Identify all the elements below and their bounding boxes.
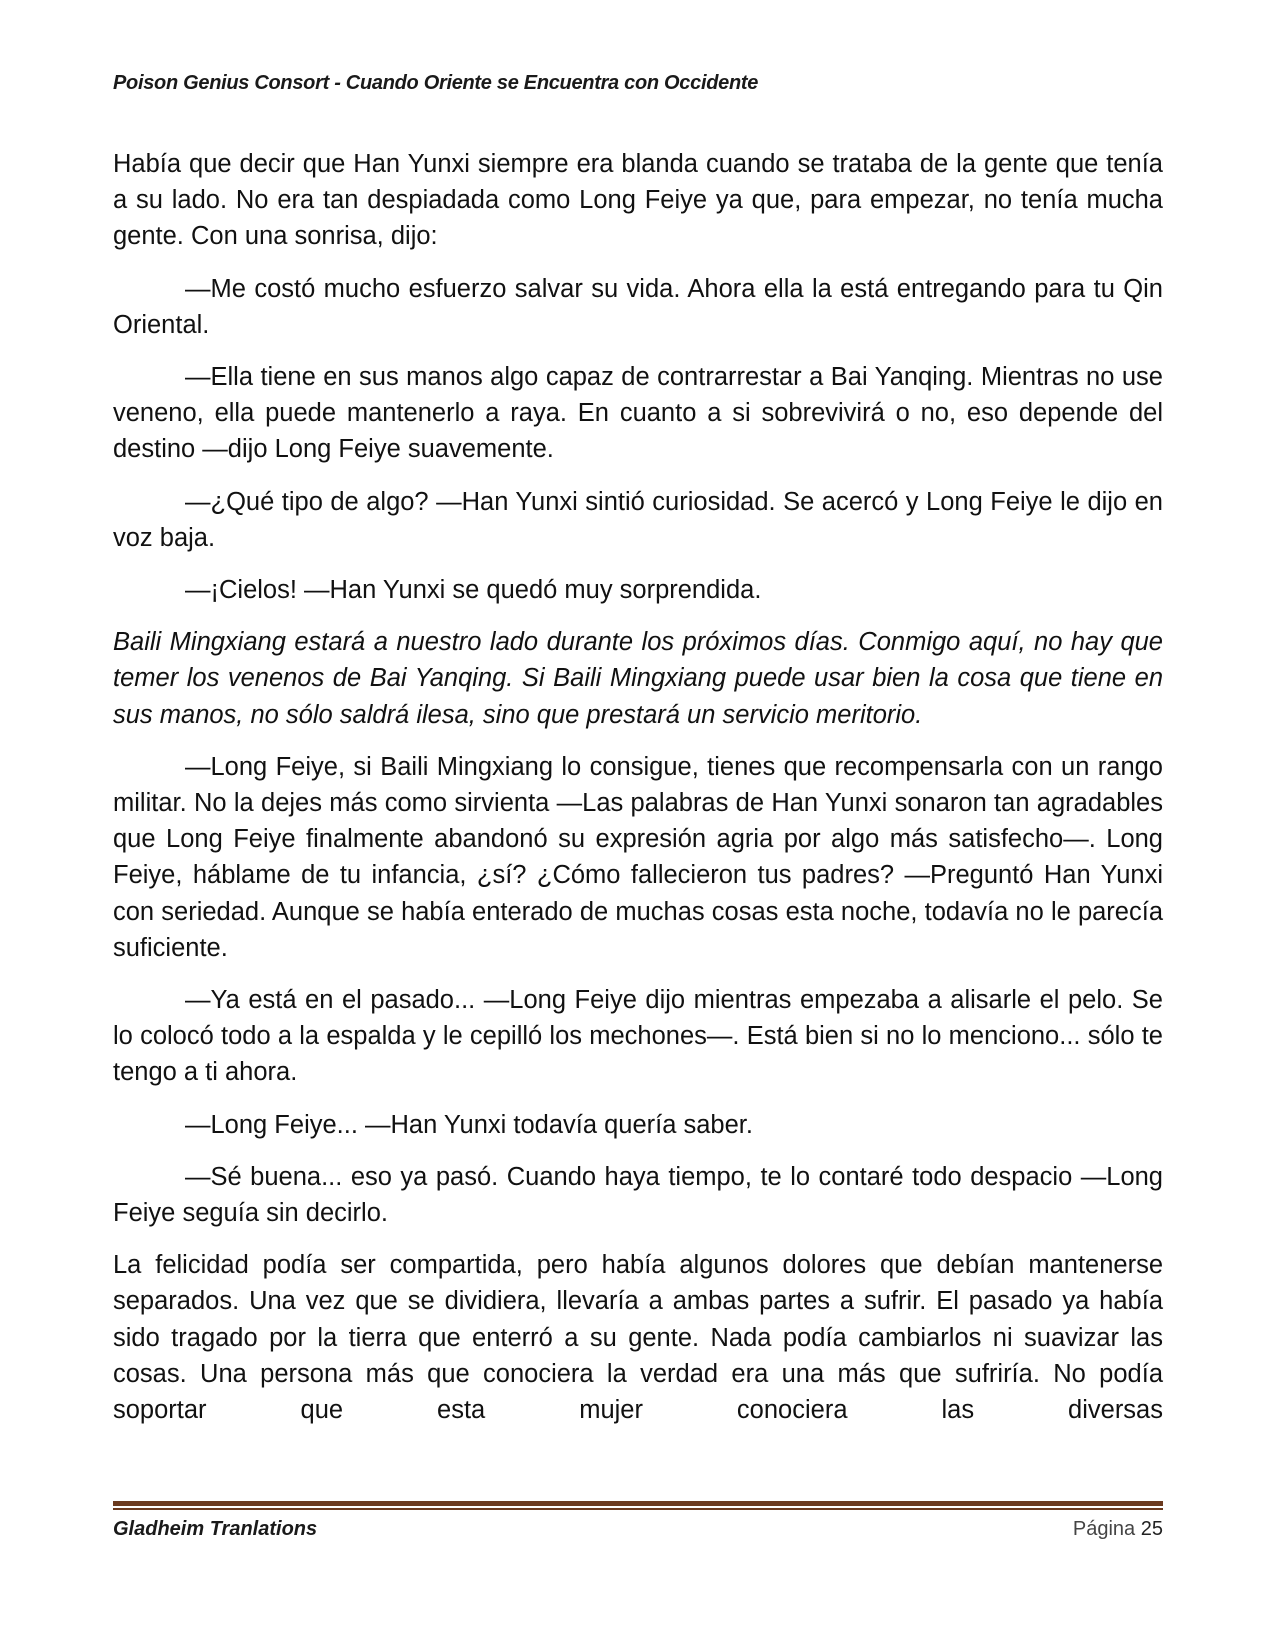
italic-thought-paragraph: Baili Mingxiang estará a nuestro lado durante los próximos días. Conmigo aquí, no hay que temer los venenos de Bai Yanqing. Si Baili Mingxiang puede usar bien la cosa que tiene en sus manos, no sólo saldrá ilesa, sino que prestará un servicio meritorio. xyxy=(113,628,1163,729)
paragraph: Había que decir que Han Yunxi siempre era blanda cuando se trataba de la gente que tenía a su lado. No era tan despiadada como Long Feiye ya que, para empezar, no tenía mucha gente. Con una sonrisa, dijo: xyxy=(113,150,1163,251)
dialogue-paragraph: —Ya está en el pasado... —Long Feiye dijo mientras empezaba a alisarle el pelo. Se lo colocó todo a la espalda y le cepilló los mechones—. Está bien si no lo menciono... sólo te tengo a ti ahora. xyxy=(113,986,1163,1087)
running-header: Poison Genius Consort - Cuando Oriente se Encuentra con Occidente xyxy=(113,72,759,94)
dialogue-paragraph: —Sé buena... eso ya pasó. Cuando haya tiempo, te lo contaré todo despacio —Long Feiye seguía sin decirlo. xyxy=(113,1162,1163,1228)
dialogue-paragraph: —¿Qué tipo de algo? —Han Yunxi sintió curiosidad. Se acercó y Long Feiye le dijo en voz baja. xyxy=(113,487,1163,552)
dialogue-paragraph: —Long Feiye... —Han Yunxi todavía quería saber. xyxy=(185,1110,753,1139)
paragraph: La felicidad podía ser compartida, pero había algunos dolores que debían mantenerse separados. Una vez que se dividiera, llevaría a ambas partes a sufrir. El pasado ya había sido tragado por la tierra que enterró a su gente. Nada podía cambiarlos ni suavizar las cosas. Una persona más que conociera la verdad era una más que sufriría. No podía soportar que esta mujer conociera las diversas xyxy=(113,1251,1163,1425)
dialogue-paragraph: —¡Cielos! —Han Yunxi se quedó muy sorprendida. xyxy=(185,576,762,605)
page-number: 25 xyxy=(1140,1518,1163,1540)
footer-publisher: Gladheim Tranlations xyxy=(113,1518,318,1540)
footer-divider xyxy=(113,1501,1163,1510)
dialogue-paragraph: —Me costó mucho esfuerzo salvar su vida. Ahora ella la está entregando para tu Qin Oriental. xyxy=(113,274,1163,339)
dialogue-paragraph: —Ella tiene en sus manos algo capaz de contrarrestar a Bai Yanqing. Mientras no use veneno, ella puede mantenerlo a raya. En cuanto a si sobrevivirá o no, eso depende del destino —dijo Long Feiye suavemente. xyxy=(113,363,1163,464)
dialogue-paragraph: —Long Feiye, si Baili Mingxiang lo consigue, tienes que recompensarla con un rango militar. No la dejes más como sirvienta —Las palabras de Han Yunxi sonaron tan agradables que Long Feiye finalmente abandonó su expresión agria por algo más satisfecho—. Long Feiye, háblame de tu infancia, ¿sí? ¿Cómo fallecieron tus padres? —Preguntó Han Yunxi con seriedad. Aunque se había enterado de muchas cosas esta noche, todavía no le parecía suficiente. xyxy=(113,752,1163,962)
page-label: Página xyxy=(1072,1518,1136,1540)
page-number-block xyxy=(1073,1518,1163,1541)
page-body xyxy=(113,146,1163,1428)
